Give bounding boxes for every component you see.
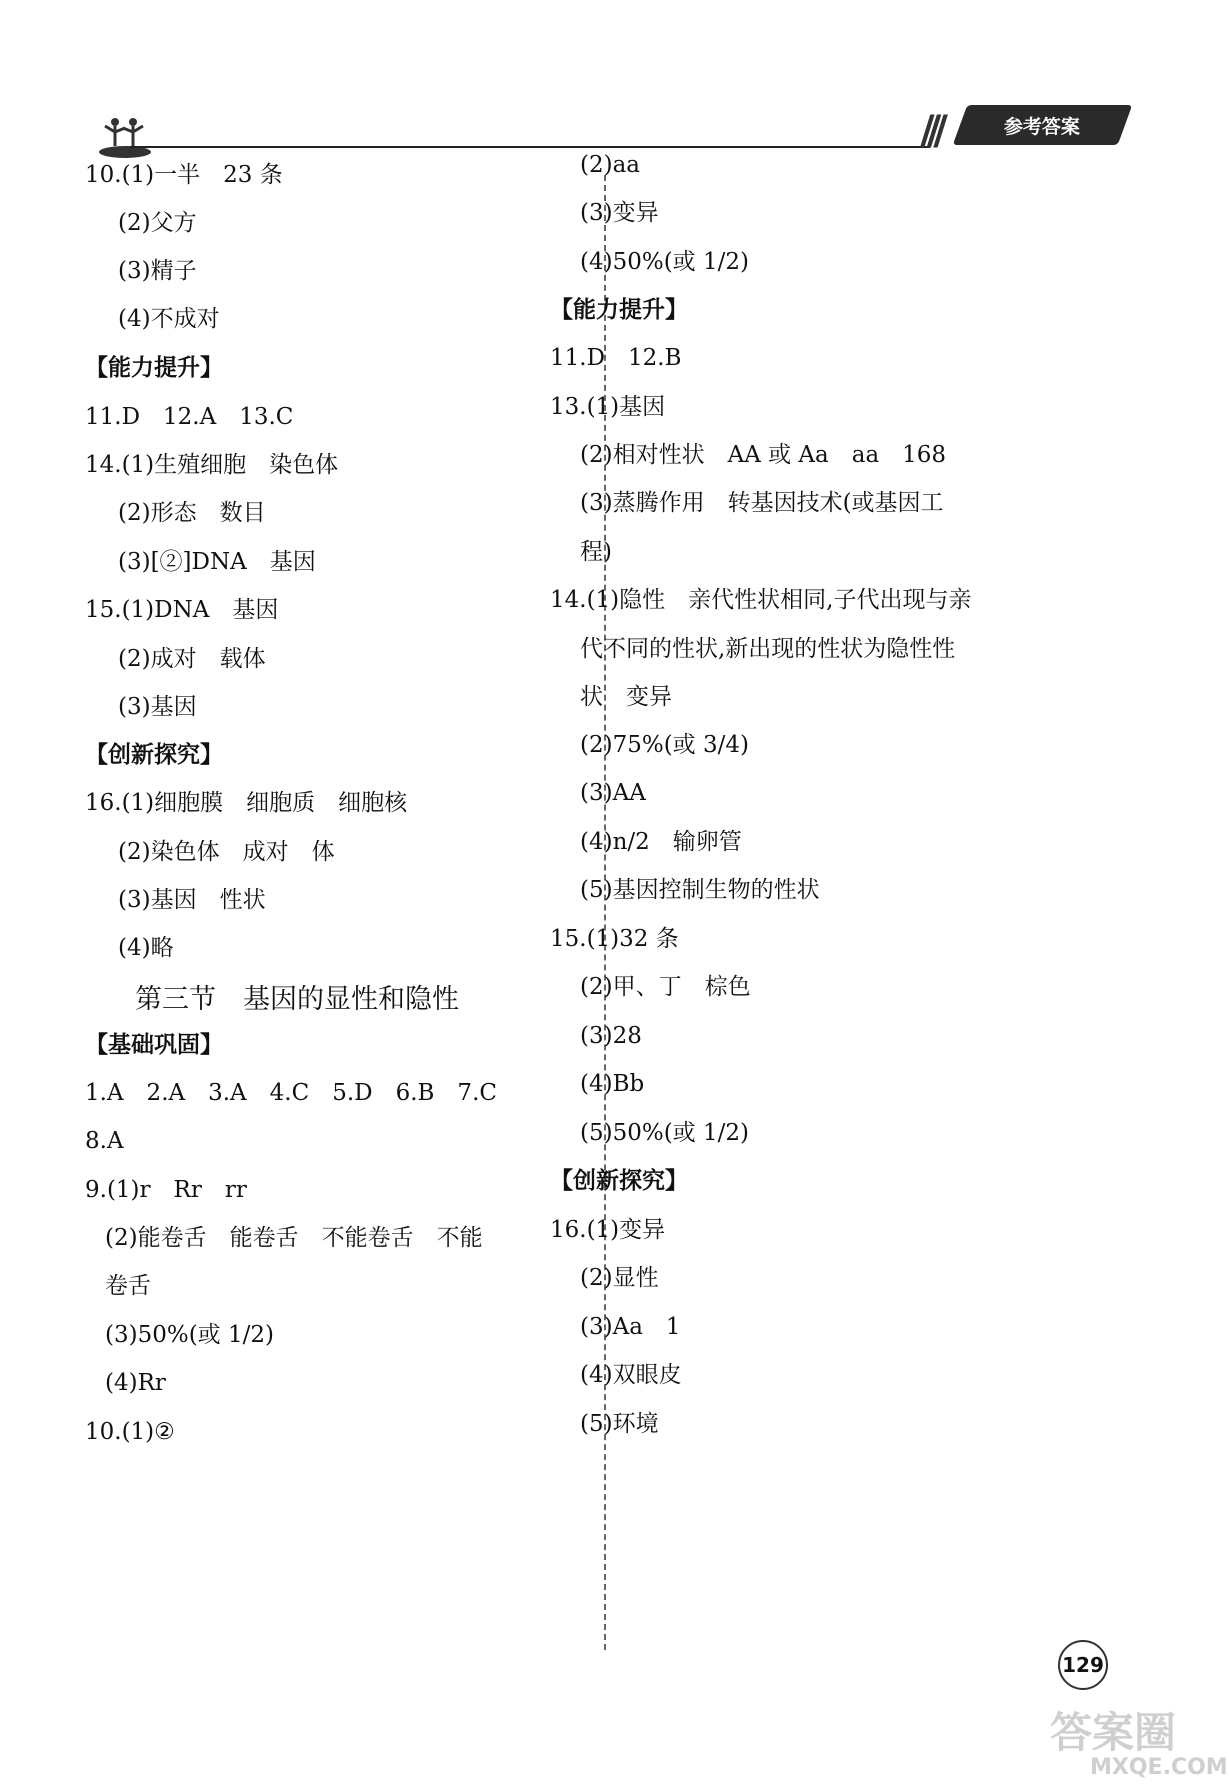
answer-line: 状 变异 bbox=[580, 684, 672, 710]
answer-line: (3)基因 bbox=[95, 694, 197, 720]
answer-line: (2)75%(或 3/4) bbox=[580, 732, 749, 758]
watermark-url: MXQE.COM bbox=[1090, 1755, 1228, 1780]
answer-line: 16.(1)细胞膜 细胞质 细胞核 bbox=[85, 790, 408, 816]
answer-line: 11.D 12.B bbox=[550, 345, 682, 371]
section-label: 【基础巩固】 bbox=[85, 1032, 223, 1058]
answer-line: 14.(1)隐性 亲代性状相同,子代出现与亲 bbox=[550, 587, 972, 613]
answer-line: (4)50%(或 1/2) bbox=[580, 249, 749, 275]
answer-line: (3)50%(或 1/2) bbox=[105, 1322, 274, 1348]
answer-line: (2)成对 载体 bbox=[95, 646, 266, 672]
answer-line: (5)50%(或 1/2) bbox=[580, 1120, 749, 1146]
answer-line: 15.(1)32 条 bbox=[550, 926, 679, 952]
watermark-logo: 答案圈 bbox=[1050, 1708, 1177, 1757]
section-label: 【能力提升】 bbox=[550, 297, 688, 323]
answer-line: (2)能卷舌 能卷舌 不能卷舌 不能 bbox=[105, 1225, 483, 1251]
header-logo-icon bbox=[95, 110, 155, 160]
answer-line: (3)蒸腾作用 转基因技术(或基因工 bbox=[580, 490, 944, 516]
chapter-heading: 第三节 基因的显性和隐性 bbox=[135, 984, 459, 1015]
answer-line: (3)AA bbox=[580, 780, 646, 806]
answer-line: 14.(1)生殖细胞 染色体 bbox=[85, 452, 339, 478]
answer-line: 9.(1)r Rr rr bbox=[85, 1177, 247, 1203]
answer-line: 15.(1)DNA 基因 bbox=[85, 597, 279, 623]
answer-line: (4)Bb bbox=[580, 1071, 645, 1097]
answer-line: (4)n/2 输卵管 bbox=[580, 829, 742, 855]
answer-line: (2)形态 数目 bbox=[95, 500, 266, 526]
answer-line: 程) bbox=[580, 539, 612, 565]
answer-line: (3)28 bbox=[580, 1023, 642, 1049]
answer-line: (4)不成对 bbox=[95, 306, 220, 332]
header-label: 参考答案 bbox=[1004, 115, 1081, 138]
answer-line: (2)染色体 成对 体 bbox=[95, 839, 335, 865]
answer-line: 10.(1)② bbox=[85, 1419, 175, 1445]
section-label: 【创新探究】 bbox=[550, 1168, 688, 1194]
answer-line: (2)父方 bbox=[95, 210, 197, 236]
answer-line: (4)Rr bbox=[105, 1370, 166, 1396]
answer-line: (4)略 bbox=[95, 935, 174, 961]
page-number: 129 bbox=[1058, 1640, 1108, 1690]
section-label: 【能力提升】 bbox=[85, 355, 223, 381]
answer-line: 10.(1)一半 23 条 bbox=[85, 162, 283, 188]
answer-line: (4)双眼皮 bbox=[580, 1362, 682, 1388]
answer-line: 11.D 12.A 13.C bbox=[85, 404, 294, 430]
answer-line: 16.(1)变异 bbox=[550, 1217, 666, 1243]
answer-line: (5)基因控制生物的性状 bbox=[580, 877, 820, 903]
answer-line: (3)[②]DNA 基因 bbox=[95, 549, 316, 575]
section-label: 【创新探究】 bbox=[85, 742, 223, 768]
answer-line: (3)变异 bbox=[580, 200, 659, 226]
answer-line: 卷舌 bbox=[105, 1273, 151, 1299]
answer-line: 13.(1)基因 bbox=[550, 394, 666, 420]
header-slash-decoration: /// bbox=[920, 108, 940, 154]
answer-line: (2)相对性状 AA 或 Aa aa 168 bbox=[580, 442, 947, 468]
answer-line: 代不同的性状,新出现的性状为隐性性 bbox=[580, 636, 956, 662]
answer-line: (3)Aa 1 bbox=[580, 1314, 681, 1340]
answer-line: (2)aa bbox=[580, 152, 641, 178]
answer-line: (3)基因 性状 bbox=[95, 887, 266, 913]
answer-line: (2)甲、丁 棕色 bbox=[580, 974, 751, 1000]
answer-line: (3)精子 bbox=[95, 258, 197, 284]
answer-line: (2)显性 bbox=[580, 1265, 659, 1291]
answer-line: 8.A bbox=[85, 1128, 124, 1154]
answer-line: 1.A 2.A 3.A 4.C 5.D 6.B 7.C bbox=[85, 1080, 497, 1106]
header-tab bbox=[953, 105, 1133, 145]
header-rule bbox=[130, 146, 930, 148]
answer-line: (5)环境 bbox=[580, 1411, 659, 1437]
